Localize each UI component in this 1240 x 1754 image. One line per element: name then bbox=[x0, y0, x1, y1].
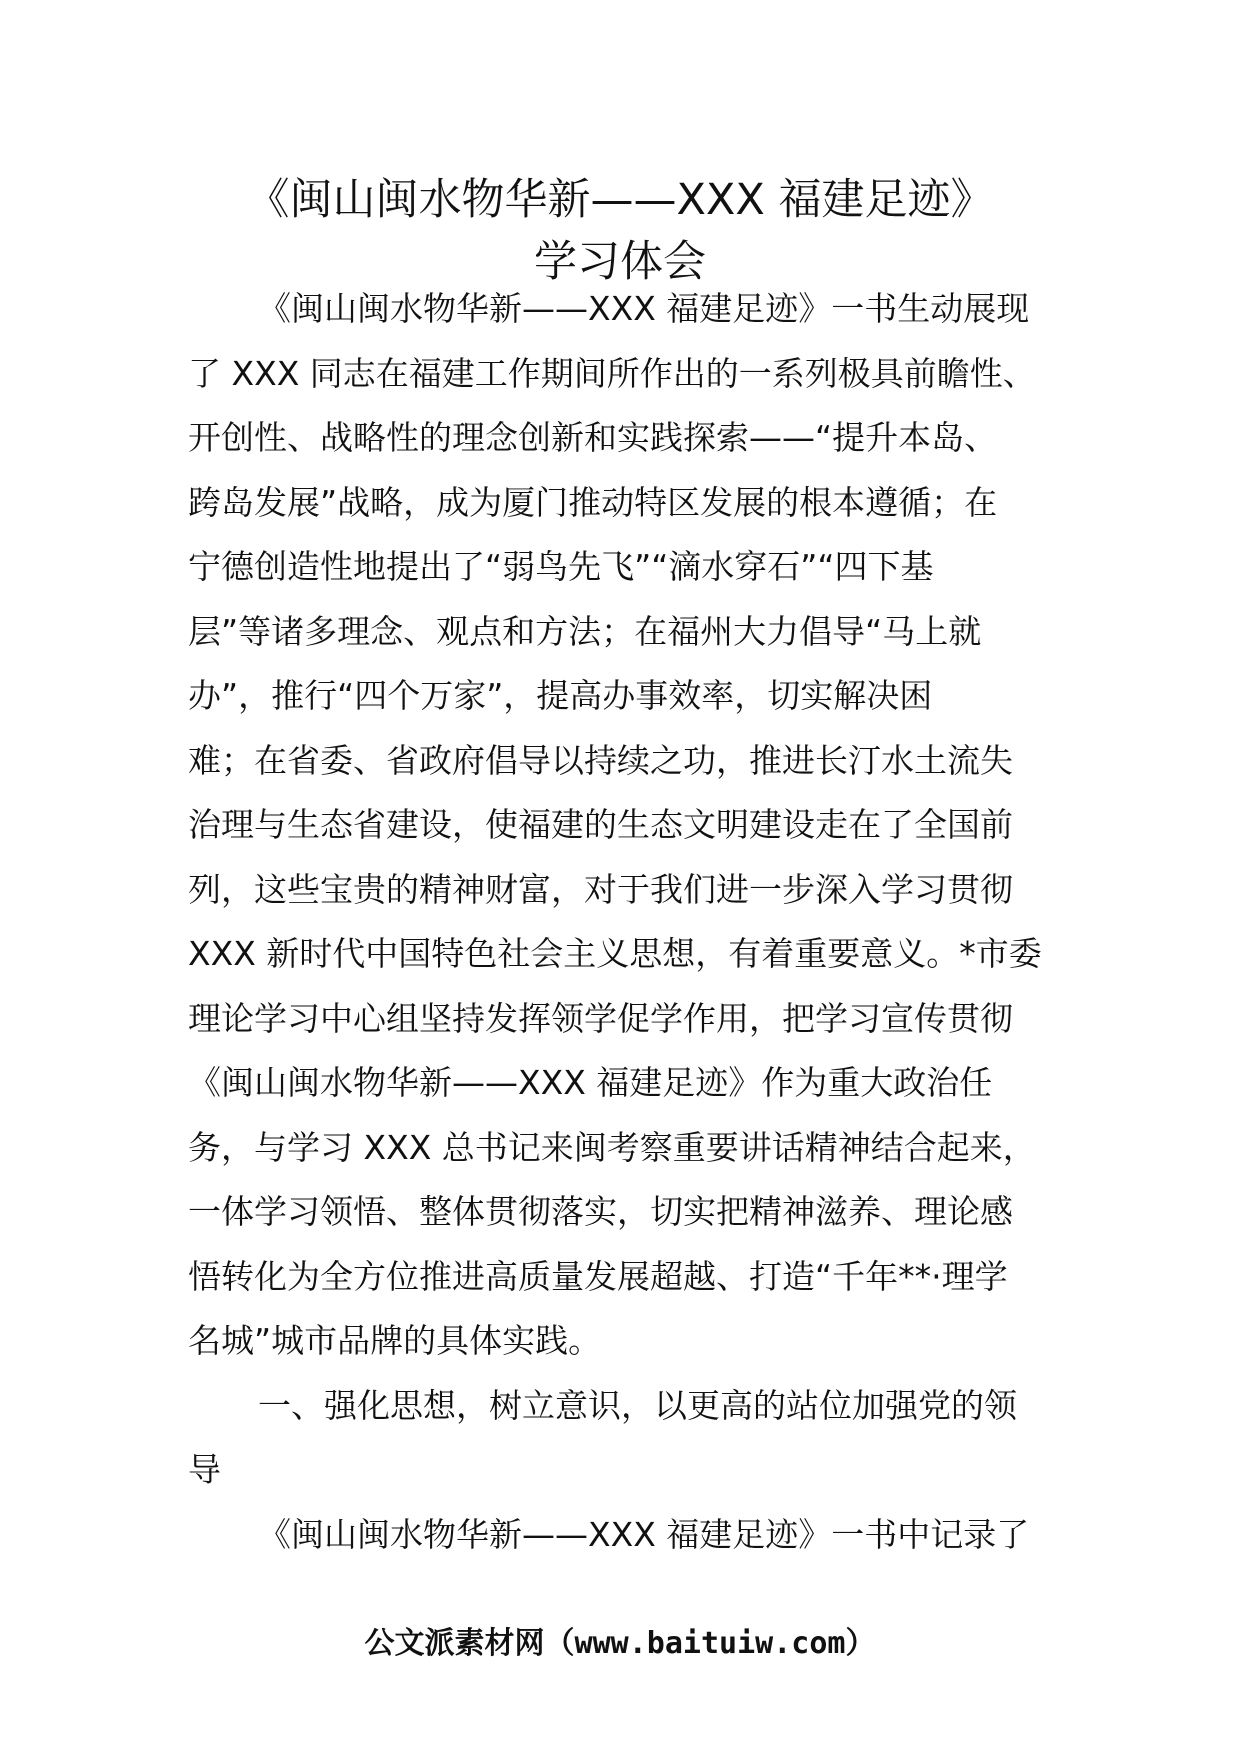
section-heading-line: 一、强化思想，树立意识，以更高的站位加强党的领 bbox=[258, 1385, 1017, 1425]
paragraph-line: 名城”城市品牌的具体实践。 bbox=[188, 1321, 602, 1360]
paragraph-line: 列，这些宝贵的精神财富，对于我们进一步深入学习贯彻 bbox=[188, 869, 1013, 909]
paragraph-line: XXX 新时代中国特色社会主义思想，有着重要意义。*市委 bbox=[188, 934, 1042, 973]
paragraph-line: 宁德创造性地提出了“弱鸟先飞”“滴水穿石”“四下基 bbox=[188, 547, 934, 586]
paragraph-line: 理论学习中心组坚持发挥领学促学作用，把学习宣传贯彻 bbox=[188, 998, 1013, 1038]
footer-close-paren: ） bbox=[845, 1626, 876, 1661]
section-heading-line: 导 bbox=[188, 1450, 221, 1489]
paragraph-line: 办”，推行“四个万家”，提高办事效率，切实解决困 bbox=[188, 676, 933, 715]
document-body bbox=[188, 277, 1068, 1567]
footer-open-paren: （ bbox=[544, 1626, 575, 1661]
document-title-line-1: 《闽山闽水物华新——XXX 福建足迹》 bbox=[246, 175, 994, 225]
paragraph-line: 跨岛发展”战略，成为厦门推动特区发展的根本遵循；在 bbox=[188, 482, 998, 522]
paragraph-line: 《闽山闽水物华新——XXX 福建足迹》一书中记录了 bbox=[258, 1514, 1030, 1554]
paragraph-line: 难；在省委、省政府倡导以持续之功，推进长汀水土流失 bbox=[188, 740, 1013, 780]
paragraph-line: 《闽山闽水物华新——XXX 福建足迹》一书生动展现 bbox=[258, 289, 1030, 328]
document-title-line-2: 学习体会 bbox=[534, 237, 706, 287]
paragraph-line: 务，与学习 XXX 总书记来闽考察重要讲话精神结合起来， bbox=[188, 1127, 1036, 1167]
footer-site-name: 公文派素材网 bbox=[364, 1626, 545, 1661]
watermark-footer bbox=[0, 1618, 1240, 1662]
paragraph-line: 一体学习领悟、整体贯彻落实，切实把精神滋养、理论感 bbox=[188, 1192, 1013, 1231]
footer-url: www.baituiw.com bbox=[574, 1626, 846, 1661]
paragraph-line: 悟转化为全方位推进高质量发展超越、打造“千年**·理学 bbox=[188, 1256, 1008, 1296]
paragraph-line: 开创性、战略性的理念创新和实践探索——“提升本岛、 bbox=[188, 418, 998, 457]
paragraph-line: 《闽山闽水物华新——XXX 福建足迹》作为重大政治任 bbox=[188, 1063, 993, 1102]
paragraph-2 bbox=[188, 1503, 1068, 1568]
section-heading-1 bbox=[188, 1374, 1068, 1503]
paragraph-line: 了 XXX 同志在福建工作期间所作出的一系列极具前瞻性、 bbox=[188, 353, 1036, 393]
paragraph-1 bbox=[188, 277, 1068, 1374]
paragraph-line: 层”等诸多理念、观点和方法；在福州大力倡导“马上就 bbox=[188, 611, 982, 651]
paragraph-line: 治理与生态省建设，使福建的生态文明建设走在了全国前 bbox=[188, 805, 1013, 844]
